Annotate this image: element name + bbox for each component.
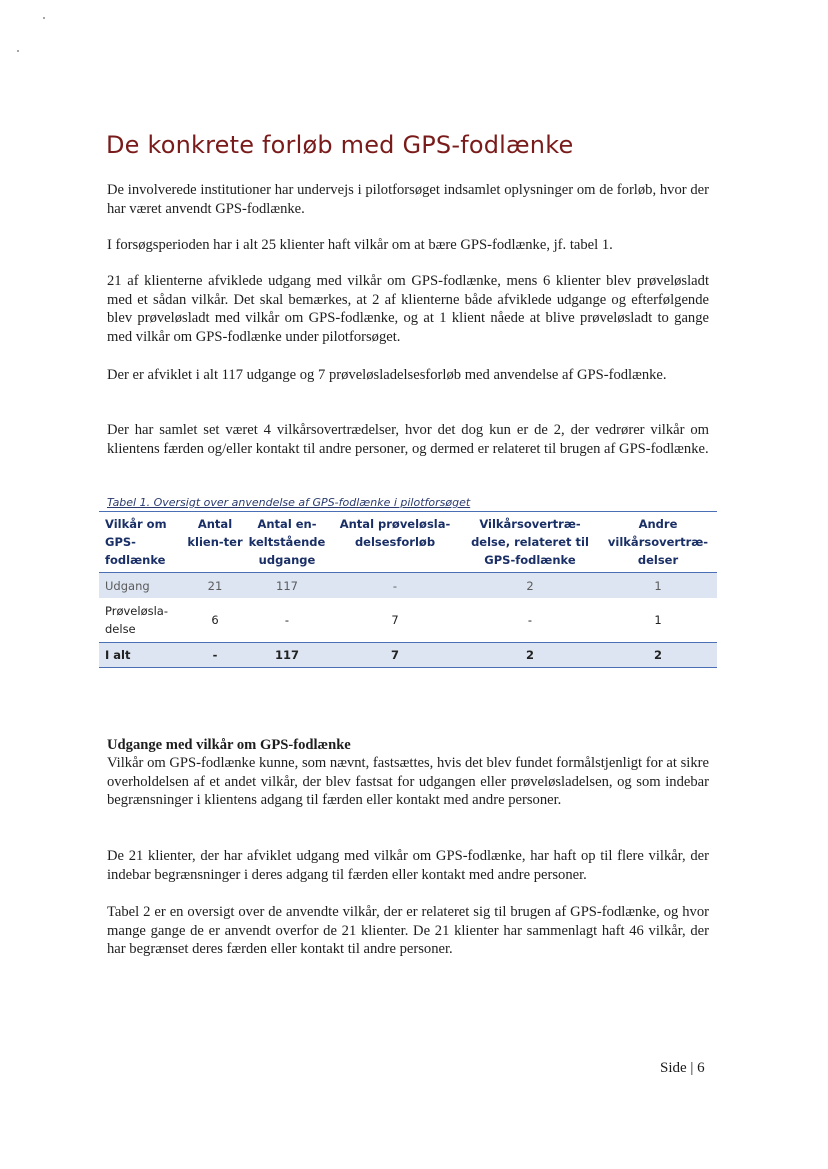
- page-heading: De konkrete forløb med GPS-fodlænke: [106, 131, 574, 159]
- overview-table: [99, 511, 717, 668]
- table-cell: I alt: [99, 643, 185, 668]
- table-header-cell: Antal klien-ter: [185, 512, 245, 573]
- table-cell: 21: [185, 573, 245, 599]
- scan-speck: [43, 17, 45, 19]
- paragraph-details: 21 af klienterne afviklede udgang med vilkår om GPS-fodlænke, mens 6 klienter blev prøveløsladt med et sådan vilkår. Det skal bemærkes, at 2 af klienterne både afviklede udgange og efterfølgende blev prøveløsladt med vilkår om GPS-fodlænke, og at 1 klient nåede at blive prøveløsladt to gange med vilkår om GPS-fodlænke under pilotforsøget.: [107, 273, 709, 345]
- paragraph-violations: Der har samlet set været 4 vilkårsovertrædelser, hvor det dog kun er de 2, der vedrører vilkår om klientens færden og/eller kontakt til andre personer, og dermed er relateret til brugen af GPS-fodlænke.: [107, 422, 709, 457]
- table-header-row: [99, 512, 717, 573]
- table-header-cell: Antal prøveløsla-delsesforløb: [329, 512, 461, 573]
- table-header-cell: Vilkårsovertræ-delse, relateret til GPS-fodlænke: [461, 512, 599, 573]
- table-header-cell: Vilkår om GPS-fodlænke: [99, 512, 185, 573]
- table-cell: 1: [599, 573, 717, 599]
- table-cell: -: [284, 613, 290, 627]
- table-cell: Udgang: [99, 573, 185, 599]
- paragraph-table2: Tabel 2 er en oversigt over de anvendte vilkår, der er relateret sig til brugen af GPS-fodlænke, og hvor mange gange de er anvendt overfor de 21 klienter. De 21 klienter har sammenlagt haft 46 vilkår, der har begrænset deres færden eller kontakt til andre personer.: [107, 904, 709, 957]
- table-cell: -: [185, 643, 245, 668]
- table-cell: -: [329, 573, 461, 599]
- table-cell: 2: [461, 643, 599, 668]
- paragraph-totals: Der er afviklet i alt 117 udgange og 7 prøveløsladelsesforløb med anvendelse af GPS-fodlænke.: [107, 367, 667, 383]
- table-row-total: [99, 643, 717, 668]
- page-number: Side | 6: [660, 1060, 705, 1076]
- table-cell: Prøveløsla-delse: [105, 604, 168, 636]
- paragraph-intro: De involverede institutioner har undervejs i pilotforsøget indsamlet oplysninger om de forløb, hvor der har været anvendt GPS-fodlænke.: [107, 182, 709, 217]
- paragraph-21-clients: De 21 klienter, der har afviklet udgang med vilkår om GPS-fodlænke, har haft op til flere vilkår, der indebar begrænsninger i deres adgang til færden eller kontakt med andre personer.: [107, 848, 709, 883]
- table-row: [99, 573, 717, 599]
- table-cell: 117: [245, 573, 329, 599]
- table-cell: 2: [599, 643, 717, 668]
- table-caption: Tabel 1. Oversigt over anvendelse af GPS-fodlænke i pilotforsøget: [107, 496, 471, 509]
- table-cell: -: [527, 613, 533, 627]
- table-cell: 1: [654, 613, 662, 627]
- table-cell: 2: [461, 573, 599, 599]
- paragraph-conditions: Vilkår om GPS-fodlænke kunne, som nævnt, fastsættes, hvis det blev fundet formålstjenligt for at sikre overholdelsen af et andet vilkår, der blev fastsat for udgangen eller prøveløsladelsen, og som indebar begrænsninger i klientens adgang til færden eller kontakt med andre personer.: [107, 755, 709, 808]
- table-cell: 6: [211, 613, 219, 627]
- section-subheading: Udgange med vilkår om GPS-fodlænke: [107, 737, 351, 753]
- paragraph-clients: I forsøgsperioden har i alt 25 klienter haft vilkår om at bære GPS-fodlænke, jf. tabel 1.: [107, 237, 613, 253]
- table-cell: 7: [329, 643, 461, 668]
- scan-speck: [17, 50, 19, 52]
- table-header-cell: Antal en-keltstående udgange: [245, 512, 329, 573]
- table-cell: 7: [391, 613, 399, 627]
- table-header-cell: Andre vilkårsovertræ-delser: [599, 512, 717, 573]
- table-cell: 117: [245, 643, 329, 668]
- table-row: [99, 598, 717, 643]
